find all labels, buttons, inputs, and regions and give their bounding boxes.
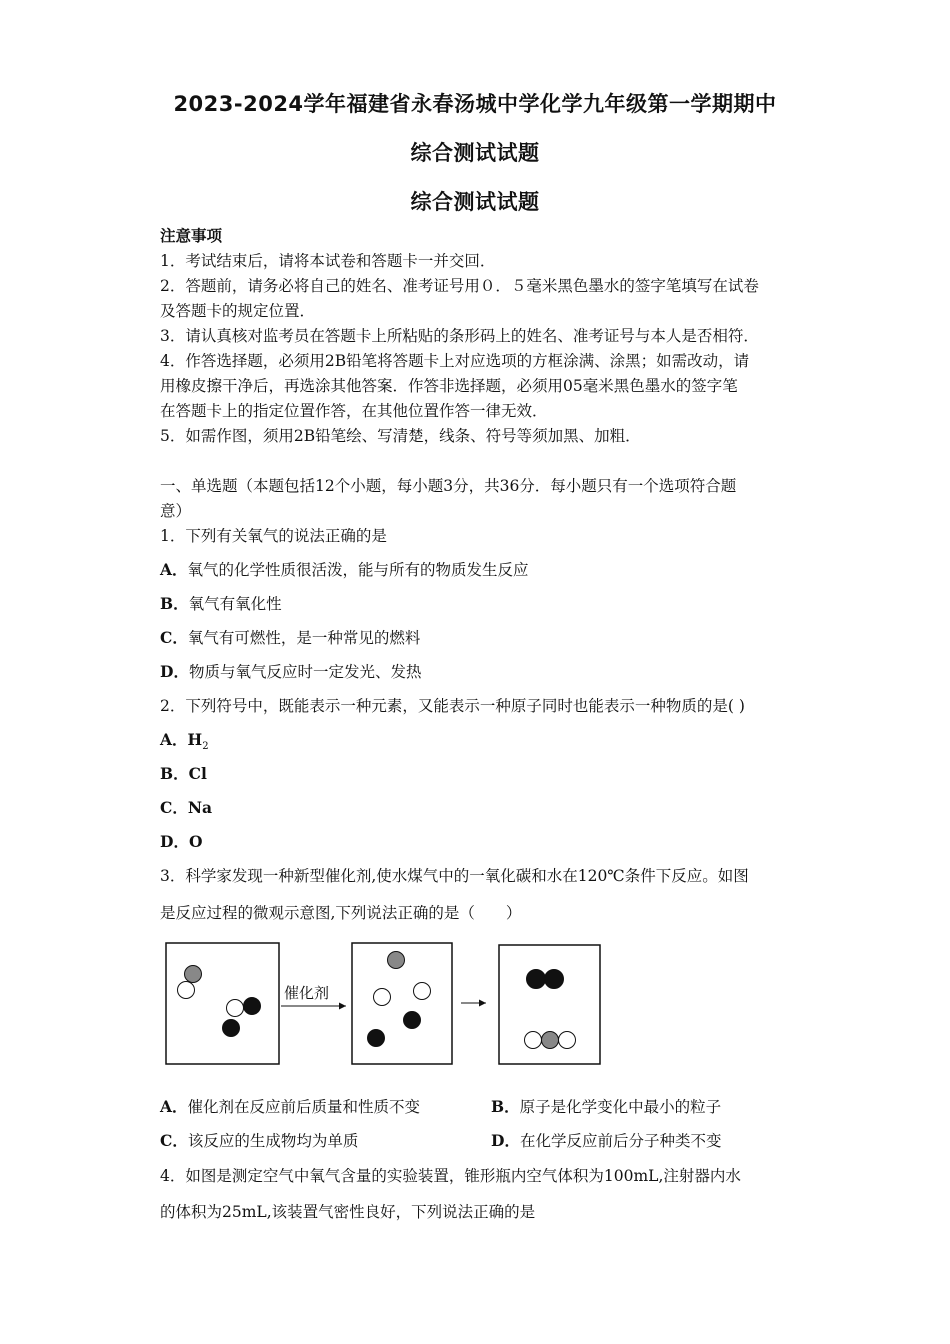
- white-atom: [414, 983, 431, 1000]
- white-atom: [178, 982, 195, 999]
- option-text: 氧气有氧化性: [188, 595, 282, 613]
- gray-atom: [185, 966, 202, 983]
- q2-option-b[interactable]: [160, 762, 207, 784]
- notice-item: 1．考试结束后，请将本试卷和答题卡一并交回．: [160, 252, 496, 270]
- arrowhead: [339, 1003, 346, 1010]
- option-text: 催化剂在反应前后质量和性质不变: [187, 1098, 421, 1116]
- option-text: 在化学反应前后分子种类不变: [519, 1132, 722, 1150]
- exam-title-line-1: 2023-2024学年福建省永春汤城中学化学九年级第一学期期中: [173, 92, 777, 116]
- option-label: A．: [160, 730, 188, 749]
- q3-option-d[interactable]: [491, 1129, 721, 1151]
- notice-item: 2．答题前，请务必将自己的姓名、准考证号用０．５毫米黑色墨水的签字笔填写在试卷: [160, 277, 759, 295]
- question-2-stem: 2．下列符号中，既能表示一种元素，又能表示一种原子同时也能表示一种物质的是( ): [160, 697, 745, 715]
- option-label: B．: [160, 764, 189, 783]
- option-label: D．: [160, 662, 189, 681]
- arrowhead: [479, 1000, 486, 1007]
- reaction-micro-diagram: [160, 935, 610, 1075]
- question-4-stem-cont: 的体积为25mL,该装置气密性良好，下列说法正确的是: [160, 1203, 536, 1221]
- option-text: 物质与氧气反应时一定发光、发热: [188, 663, 422, 681]
- option-label: B．: [160, 594, 189, 613]
- option-text: O: [188, 832, 203, 851]
- question-3-stem-cont: 是反应过程的微观示意图,下列说法正确的是（ ）: [160, 904, 522, 922]
- section-heading-cont: 意）: [160, 502, 192, 520]
- q2-option-a[interactable]: [160, 728, 209, 752]
- black-atom: [244, 998, 261, 1015]
- gray-atom: [542, 1032, 559, 1049]
- q3-option-b[interactable]: [491, 1095, 721, 1117]
- box-reactants: [166, 943, 279, 1064]
- q1-option-a[interactable]: [160, 558, 529, 580]
- notice-item: 用橡皮擦干净后，再选涂其他答案．作答非选择题，必须用05毫米黑色墨水的签字笔: [160, 377, 738, 395]
- option-label: C．: [160, 1131, 188, 1150]
- question-1-stem: 1．下列有关氧气的说法正确的是: [160, 527, 387, 545]
- q3-option-a[interactable]: [160, 1095, 420, 1117]
- q3-option-c[interactable]: [160, 1129, 358, 1151]
- white-atom: [525, 1032, 542, 1049]
- section-heading: 一、单选题（本题包括12个小题，每小题3分，共36分．每小题只有一个选项符合题: [160, 477, 737, 495]
- option-text: Na: [187, 798, 213, 817]
- option-text: 氧气的化学性质很活泼，能与所有的物质发生反应: [187, 561, 529, 579]
- q2-option-d[interactable]: [160, 830, 202, 852]
- black-atom: [404, 1012, 421, 1029]
- white-atom: [227, 1000, 244, 1017]
- q1-option-c[interactable]: [160, 626, 420, 648]
- black-atom: [223, 1020, 240, 1037]
- notice-item: 4．作答选择题，必须用2B铅笔将答题卡上对应选项的方框涂满、涂黑；如需改动，请: [160, 352, 750, 370]
- white-atom: [559, 1032, 576, 1049]
- exam-title-line-2: 综合测试试题: [410, 141, 540, 165]
- option-label: C．: [160, 798, 188, 817]
- option-subscript: 2: [202, 741, 209, 753]
- option-text: Cl: [188, 764, 207, 783]
- notice-item: 及答题卡的规定位置．: [160, 302, 316, 320]
- option-label: D．: [160, 832, 189, 851]
- notice-item: 在答题卡上的指定位置作答，在其他位置作答一律无效．: [160, 402, 548, 420]
- black-atom: [545, 970, 564, 989]
- q1-option-d[interactable]: [160, 660, 421, 682]
- notice-heading: 注意事项: [160, 226, 223, 245]
- q2-option-c[interactable]: [160, 796, 212, 818]
- option-label: C．: [160, 628, 188, 647]
- option-text: 该反应的生成物均为单质: [187, 1132, 359, 1150]
- option-text: H: [187, 730, 203, 749]
- notice-item: 3．请认真核对监考员在答题卡上所粘贴的条形码上的姓名、准考证号与本人是否相符．: [160, 327, 759, 345]
- option-label: A．: [160, 1097, 188, 1116]
- option-label: A．: [160, 560, 188, 579]
- gray-atom: [388, 952, 405, 969]
- option-text: 氧气有可燃性，是一种常见的燃料: [187, 629, 421, 647]
- exam-title-line-3: 综合测试试题: [410, 190, 540, 214]
- question-3-stem: 3．科学家发现一种新型催化剂,使水煤气中的一氧化碳和水在120℃条件下反应。如图: [160, 867, 749, 885]
- black-atom: [368, 1030, 385, 1047]
- option-label: D．: [491, 1131, 520, 1150]
- white-atom: [374, 989, 391, 1006]
- notice-item: 5．如需作图，须用2B铅笔绘、写清楚，线条、符号等须加黑、加粗．: [160, 427, 641, 445]
- option-text: 原子是化学变化中最小的粒子: [519, 1098, 722, 1116]
- option-label: B．: [491, 1097, 520, 1116]
- q1-option-b[interactable]: [160, 592, 282, 614]
- question-4-stem: 4．如图是测定空气中氧气含量的实验装置，锥形瓶内空气体积为100mL,注射器内水: [160, 1167, 741, 1185]
- catalyst-label: 催化剂: [284, 984, 330, 1002]
- black-atom: [527, 970, 546, 989]
